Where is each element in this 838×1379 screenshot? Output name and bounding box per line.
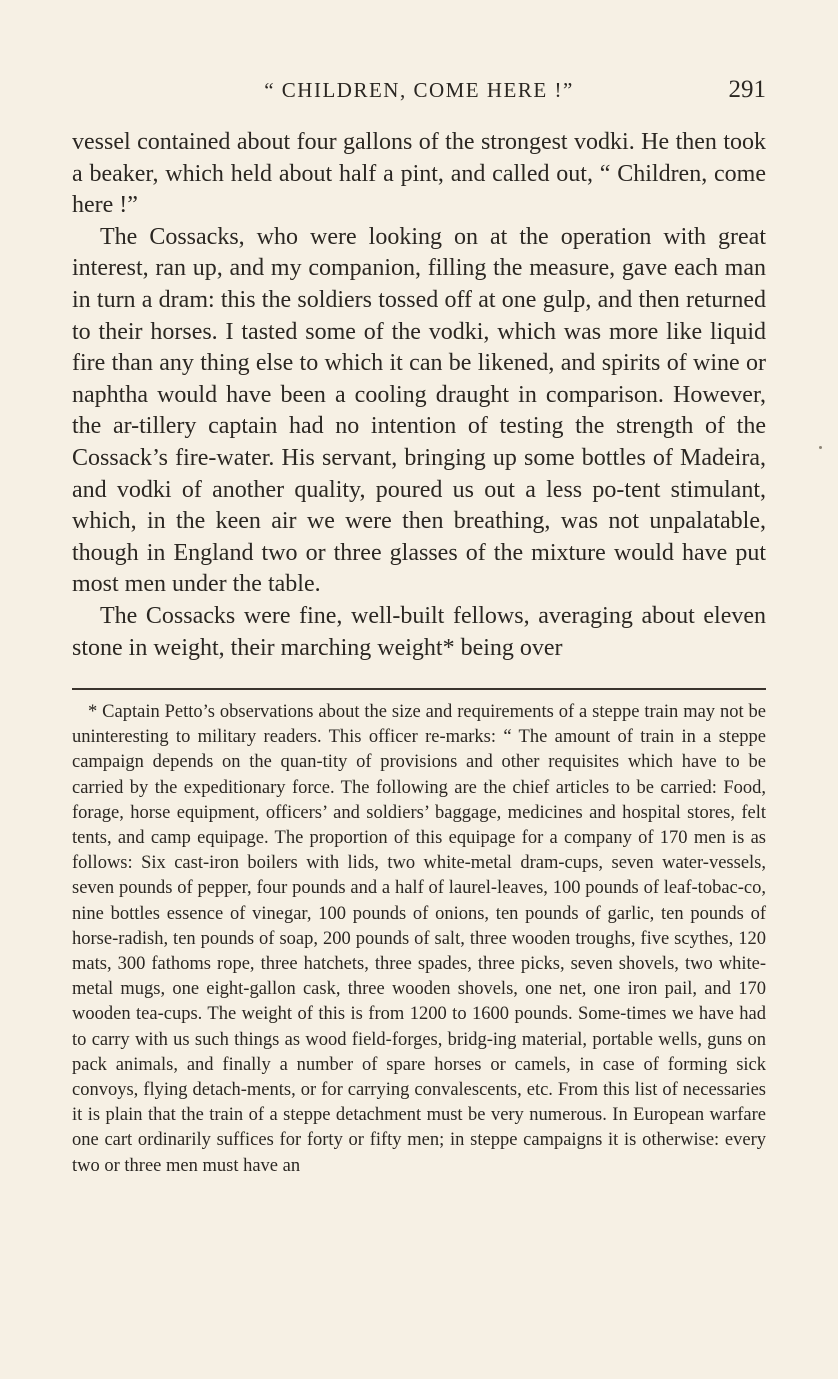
paragraph: vessel contained about four gallons of the strongest vodki. He then took a beaker, which held about half a pint, and called out, “ Children, come here !”: [72, 129, 766, 219]
page-number: 291: [728, 76, 766, 103]
footnote-divider: [72, 688, 766, 690]
paragraph: The Cossacks were fine, well-built fellows, averaging about eleven stone in weight, their marching weight* being over: [72, 602, 766, 661]
page-speck: [819, 446, 822, 449]
main-text: [72, 127, 766, 664]
page-header: [72, 72, 766, 108]
paragraph: The Cossacks, who were looking on at the operation with great interest, ran up, and my companion, filling the measure, gave each man in turn a dram: this the soldiers tossed off at one gulp, and then returned to their horses. I tasted some of the vodki, which was more like liquid fire than any thing else to which it can be likened, and spirits of wine or naphtha would have been a cooling draught in comparison. However, the ar-tillery captain had no intention of testing the strength of the Cossack’s fire-water. His servant, bringing up some bottles of Madeira, and vodki of another quality, poured us out a less po-tent stimulant, which, in the keen air we were then breathing, was not unpalatable, though in England two or three glasses of the mixture would have put most men under the table.: [72, 223, 766, 598]
footnote: * Captain Petto’s observations about the size and requirements of a steppe train may not be uninteresting to military readers. This officer re-marks: “ The amount of train in a steppe campaign depends on the quan-tity of provisions and other requisites which have to be carried by the expeditionary force. The following are the chief articles to be carried: Food, forage, horse equipment, officers’ and soldiers’ baggage, medicines and hospital stores, felt tents, and camp equipage. The proportion of this equipage for a company of 170 men is as follows: Six cast-iron boilers with lids, two white-metal dram-cups, seven water-vessels, seven pounds of pepper, four pounds and a half of laurel-leaves, 100 pounds of leaf-tobac-co, nine bottles essence of vinegar, 100 pounds of onions, ten pounds of garlic, ten pounds of horse-radish, ten pounds of soap, 200 pounds of salt, three wooden troughs, five scythes, 120 mats, 300 fathoms rope, three hatchets, three spades, three picks, seven shovels, two white-metal mugs, one eight-gallon cask, three wooden shovels, one net, one iron pail, and 170 wooden tea-cups. The weight of this is from 1200 to 1600 pounds. Some-times we have had to carry with us such things as wood field-forges, bridg-ing material, portable wells, guns on pack animals, and finally a number of spare horses or camels, in case of forming sick convoys, flying detach-ments, or for carrying convalescents, etc. From this list of necessaries it is plain that the train of a steppe detachment must be very numerous. In European warfare one cart ordinarily suffices for forty or fifty men; in steppe campaigns it is otherwise: every two or three men must have an: [72, 702, 766, 1176]
running-title: “ CHILDREN, COME HERE !”: [264, 78, 574, 102]
